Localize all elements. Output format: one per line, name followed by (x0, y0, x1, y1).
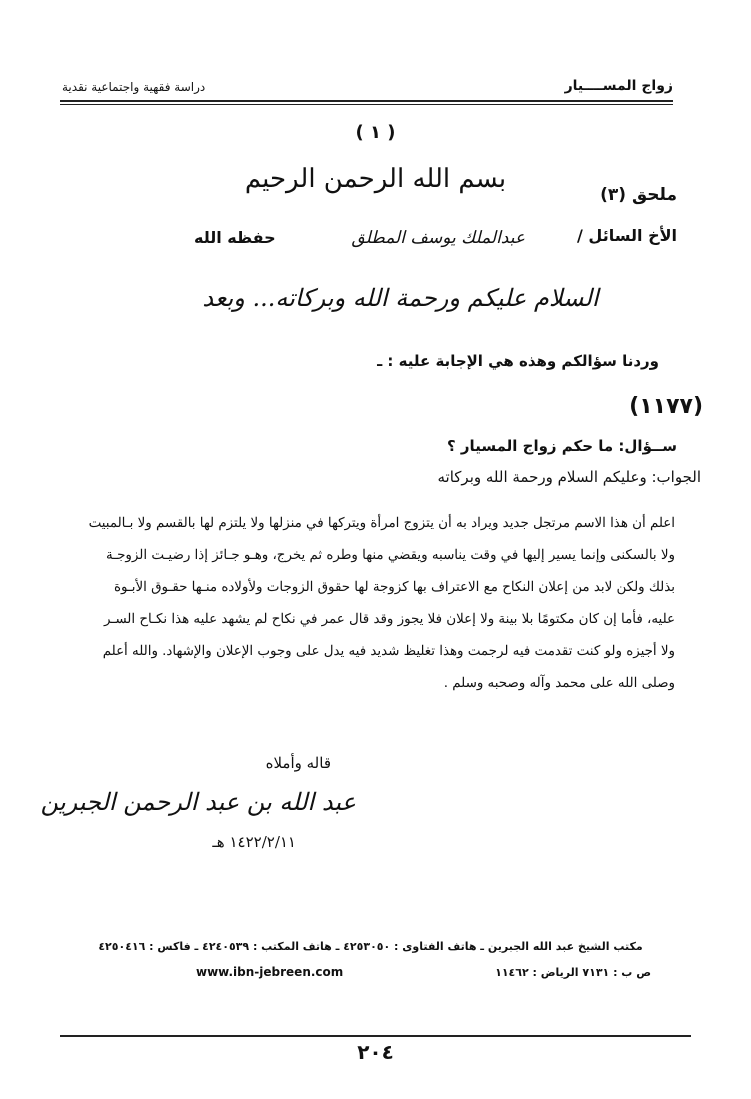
answer-line: وصلى الله على محمد وآله وصحبه وسلم . (443, 676, 675, 691)
said-dictated: قاله وأملاه (265, 754, 331, 772)
answer-body (36, 508, 675, 700)
received-line: وردنا سؤالكم وهذه هي الإجابة عليه : ـ (377, 352, 659, 370)
footer-rule (60, 1035, 691, 1037)
asker-name: عبدالملك يوسف المطلق (351, 228, 525, 248)
header-rule (60, 100, 673, 102)
answer-line: ولا بالسكنى وإنما يسير إليها في وقت يناسبه ويقضي منها وطره ثم يخرج، وهـو جـائز إذا رضيـت الزوجـة (106, 548, 675, 563)
answer-line: عليه، فأما إن كان مكتومًا بلا بينة ولا إعلان فلا يجوز وقد قال عمر في نكاح لم يشهد عليه هذا نكـاح السـر (104, 612, 675, 627)
page-number: ٢٠٤ (357, 1040, 394, 1064)
answer-line: بذلك ولكن لابد من إعلان النكاح مع الاعتراف بها كزوجة لها حقوق الزوجات ولأولاده منـها حقـوق الأبـوة (113, 580, 675, 595)
answer-line: اعلم أن هذا الاسم مرتجل جديد ويراد به أن يتزوج امرأة ويتركها في منزلها ولا يلتزم لها بالقسم ولا بـالمبيت (88, 516, 675, 531)
website-link[interactable]: www.ibn-jebreen.com (196, 965, 344, 979)
signer-name: عبد الله بن عبد الرحمن الجبرين (40, 788, 356, 816)
book-title: زواج المســــيار (564, 78, 673, 94)
office-contact: مكتب الشيخ عبد الله الجبرين ـ هاتف الفتاوى : ٤٢٥٣٠٥٠ ـ هاتف المكتب : ٤٢٤٠٥٣٩ ـ فاكس : ٤٢٥٠٤١٦ (98, 940, 643, 953)
answer-heading: الجواب: وعليكم السلام ورحمة الله وبركاته (437, 468, 701, 486)
fatwa-number: (١١٧٧) (629, 394, 703, 419)
honorific: حفظه الله (194, 228, 276, 247)
greeting: السلام عليكم ورحمة الله وبركاته... وبعد (202, 284, 599, 312)
question-line: ســؤال: ما حكم زواج المسيار ؟ (447, 437, 677, 455)
document-number: ( ١ ) (355, 122, 396, 143)
annex-label: ملحق (٣) (600, 185, 677, 205)
basmala: بسم الله الرحمن الرحيم (244, 164, 507, 194)
signature-date: ١٤٢٢/٢/١١ هـ (212, 833, 296, 851)
book-subtitle: دراسة فقهية واجتماعية نقدية (62, 80, 206, 94)
answer-line: ولا أجيزه ولو كنت تقدمت فيه لرجمت وهذا تغليظ شديد فيه يدل على وجوب الإعلان والإشهاد. والله أعلم (102, 644, 675, 659)
header-rule-thin (60, 104, 673, 105)
asker-label: الأخ السائل / (577, 226, 677, 245)
po-box: ص ب : ٧١٣١ الرياض : ١١٤٦٢ (495, 966, 651, 979)
